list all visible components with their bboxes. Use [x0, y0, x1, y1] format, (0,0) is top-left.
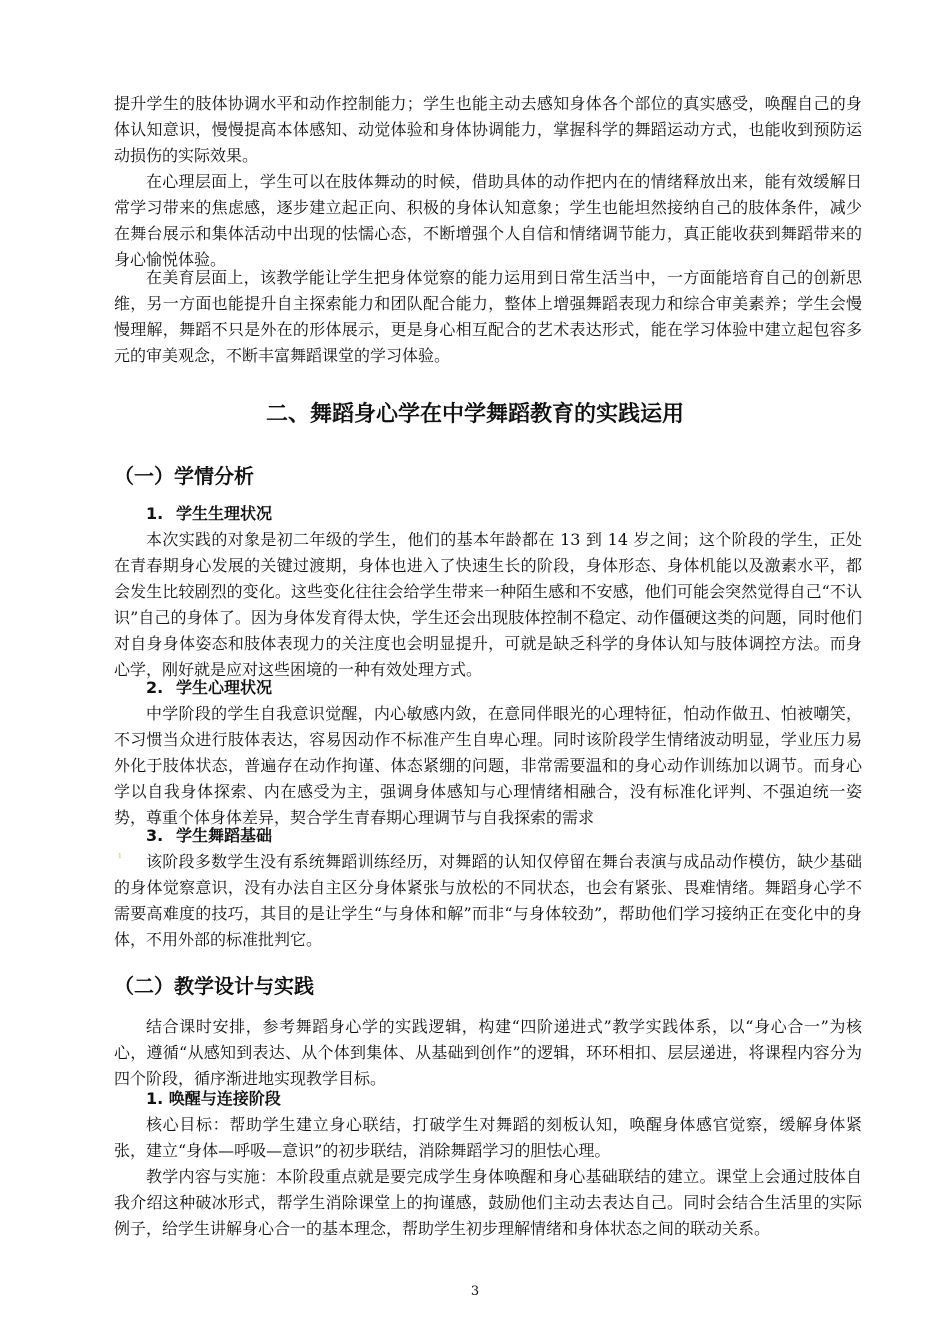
paragraph-stage-content: 教学内容与实施：本阶段重点就是要完成学生身体唤醒和身心基础联结的建立。课堂上会通过肢体自我介绍这种破冰形式，帮学生消除课堂上的拘谨感，鼓励他们主动去表达自己。同时会结合生活里的实际例子，给学生讲解身心合一的基本理念，帮助学生初步理解情绪和身体状态之间的联动关系。 — [114, 1167, 862, 1238]
paragraph-psychology: 中学阶段的学生自我意识觉醒，内心敏感内敛，在意同伴眼光的心理特征，怕动作做丑、怕被嘲笑，不习惯当众进行肢体表达，容易因动作不标准产生自卑心理。同时该阶段学生情绪波动明显，学业压力易外化于肢体状态，普遍存在动作拘谨、体态紧绷的问题，非常需要温和的身心动作训练加以调节。而身心学以自我身体探索、内在感受为主，强调身体感知与心理情绪相融合，没有标准化评判、不强迫统一姿势，尊重个体身体差异，契合学生青春期心理调节与自我探索的需求 — [114, 704, 862, 827]
item-number: 3. — [146, 826, 164, 845]
item-number: 1. — [146, 504, 164, 523]
item-heading-psychology — [146, 677, 272, 699]
item-number: 2. — [146, 678, 164, 697]
paragraph-physical-benefits: 提升学生的肢体协调水平和动作控制能力；学生也能主动去感知身体各个部位的真实感受，唤醒自己的身体认知意识，慢慢提高本体感知、动觉体验和身体协调能力，掌握科学的舞蹈运动方式，也能收到预防运动损伤的实际效果。 — [114, 94, 862, 165]
stage-heading-awaken: 1. 唤醒与连接阶段 — [146, 1089, 281, 1108]
item-title: 学生舞蹈基础 — [176, 826, 273, 845]
paragraph-marker: 1 — [118, 853, 122, 860]
page-number: 3 — [470, 1284, 480, 1299]
paragraph-dance-foundation: 该阶段多数学生没有系统舞蹈训练经历，对舞蹈的认知仅停留在舞台表演与成品动作模仿，缺少基础的身体觉察意识，没有办法自主区分身体紧张与放松的不同状态，也会有紧张、畏难情绪。舞蹈身心学不需要高难度的技巧，其目的是让学生“与身体和解”而非“与身体较劲”，帮助他们学习接纳正在变化中的身体，不用外部的标准批判它。 — [114, 852, 862, 949]
paragraph-physiology: 本次实践的对象是初二年级的学生，他们的基本年龄都在 13 到 14 岁之间；这个阶段的学生，正处在青春期身心发展的关键过渡期，身体也进入了快速生长的阶段，身体形态、身体机能以及激素水平，都会发生比较剧烈的变化。这些变化往往会给学生带来一种陌生感和不安感，他们可能会突然觉得自己“不认识”自己的身体了。因为身体发育得太快，学生还会出现肢体控制不稳定、动作僵硬这类的问题，同时他们对自身身体姿态和肢体表现力的关注度也会明显提升，可就是缺乏科学的身体认知与肢体调控方法。而身心学，刚好就是应对这些困境的一种有效处理方式。 — [114, 530, 862, 679]
item-title: 学生生理状况 — [176, 504, 273, 523]
item-heading-physiology — [146, 503, 272, 525]
section-heading: 二、舞蹈身心学在中学舞蹈教育的实践运用 — [265, 402, 684, 427]
paragraph-aesthetic-benefits: 在美育层面上，该教学能让学生把身体觉察的能力运用到日常生活当中，一方面能培育自己的创新思维，另一方面也能提升自主探索能力和团队配合能力，整体上增强舞蹈表现力和综合审美素养；学生会慢慢理解，舞蹈不只是外在的形体展示，更是身心相互配合的艺术表达形式，能在学习体验中建立起包容多元的审美观念，不断丰富舞蹈课堂的学习体验。 — [114, 268, 862, 365]
paragraph-design-intro: 结合课时安排，参考舞蹈身心学的实践逻辑，构建“四阶递进式”教学实践体系，以“身心合一”为核心，遵循“从感知到表达、从个体到集体、从基础到创作”的逻辑，环环相扣、层层递进，将课程内容分为四个阶段，循序渐进地实现教学目标。 — [114, 1017, 862, 1088]
subsection-heading-analysis: （一）学情分析 — [114, 464, 254, 488]
item-title: 学生心理状况 — [176, 678, 273, 697]
paragraph-stage-goal: 核心目标：帮助学生建立身心联结，打破学生对舞蹈的刻板认知，唤醒身体感官觉察，缓解身体紧张，建立“身体—呼吸—意识”的初步联结，消除舞蹈学习的胆怯心理。 — [114, 1115, 862, 1160]
paragraph-psychological-benefits: 在心理层面上，学生可以在肢体舞动的时候，借助具体的动作把内在的情绪释放出来，能有效缓解日常学习带来的焦虑感，逐步建立起正向、积极的身体认知意象；学生也能坦然接纳自己的肢体条件，减少在舞台展示和集体活动中出现的怯懦心态，不断增强个人自信和情绪调节能力，真正能收获到舞蹈带来的身心愉悦体验。 — [114, 172, 862, 269]
subsection-heading-design: （二）教学设计与实践 — [114, 974, 314, 998]
item-heading-dance-foundation — [146, 825, 272, 847]
